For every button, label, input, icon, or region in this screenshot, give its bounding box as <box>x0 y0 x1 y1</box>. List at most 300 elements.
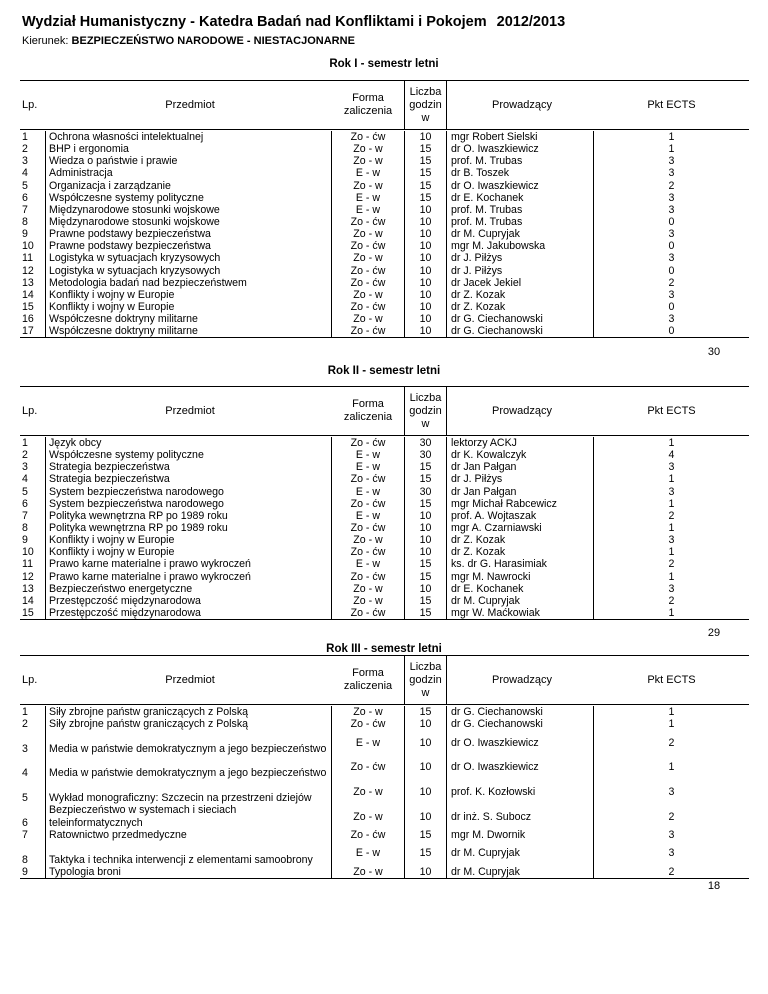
credit-form: E - w <box>331 731 404 756</box>
table-row <box>20 143 749 155</box>
ects-points: 1 <box>668 718 675 731</box>
hours-count: 15 <box>404 192 447 204</box>
header-forma: Forma zaliczenia <box>343 398 393 423</box>
row-number: 13 <box>22 582 34 595</box>
teacher-name: dr K. Kowalczyk <box>447 449 594 461</box>
row-number: 4 <box>22 767 28 780</box>
credit-form: Zo - ćw <box>331 240 404 252</box>
teacher-name: dr J. Piłżys <box>447 473 594 485</box>
credit-form: Zo - w <box>331 180 404 192</box>
hours-count: 15 <box>404 595 447 607</box>
semester-table <box>20 386 749 620</box>
credit-form: E - w <box>331 558 404 570</box>
teacher-name: prof. M. Trubas <box>447 216 594 228</box>
subject-name: Konflikty i wojny w Europie <box>45 289 331 301</box>
hours-count: 10 <box>404 583 447 595</box>
table-row <box>20 780 749 805</box>
row-number: 15 <box>22 606 34 619</box>
row-number: 4 <box>22 167 28 180</box>
subject-name: Współczesne systemy polityczne <box>45 192 331 204</box>
ects-points: 3 <box>668 534 675 547</box>
subject-name: Ratownictwo przedmedyczne <box>45 829 331 841</box>
header-ects: Pkt ECTS <box>647 98 696 111</box>
hours-count: 15 <box>404 829 447 841</box>
row-number: 1 <box>22 131 28 143</box>
hours-count: 10 <box>404 522 447 534</box>
subject-name: System bezpieczeństwa narodowego <box>45 498 331 510</box>
credit-form: E - w <box>331 167 404 179</box>
header-forma: Forma zaliczenia <box>343 92 393 117</box>
header-ects: Pkt ECTS <box>647 673 696 686</box>
subject-name: Organizacja i zarządzanie <box>45 180 331 192</box>
table-row <box>20 277 749 289</box>
header-lp: Lp. <box>22 404 38 417</box>
hours-count: 30 <box>404 486 447 498</box>
subject-name: Prawne podstawy bezpieczeństwa <box>45 240 331 252</box>
page-title <box>22 14 565 30</box>
table-row <box>20 546 749 558</box>
subject-name: Media w państwie demokratycznym a jego bezpieczeństwo <box>45 731 331 756</box>
row-number: 8 <box>22 521 28 534</box>
subject-name: Współczesne doktryny militarne <box>45 325 331 337</box>
teacher-name: dr G. Ciechanowski <box>447 706 594 718</box>
table-row <box>20 240 749 252</box>
table-row <box>20 558 749 570</box>
subject-name: Media w państwie demokratycznym a jego bezpieczeństwo <box>45 755 331 780</box>
row-number: 10 <box>22 546 34 559</box>
credit-form: Zo - ćw <box>331 718 404 730</box>
subject-name: Wykład monograficzny: Szczecin na przestrzeni dziejów <box>45 780 331 805</box>
teacher-name: dr J. Piłżys <box>447 252 594 264</box>
teacher-name: dr M. Cupryjak <box>447 595 594 607</box>
table-row <box>20 252 749 264</box>
ects-points: 3 <box>668 785 675 798</box>
ects-points: 1 <box>668 546 675 559</box>
teacher-name: prof. K. Kozłowski <box>447 780 594 805</box>
subject-name: Przestępczość międzynarodowa <box>45 595 331 607</box>
header-przedmiot: Przedmiot <box>165 673 215 686</box>
hours-count: 10 <box>404 546 447 558</box>
semester-title: Rok I - semestr letni <box>329 58 439 70</box>
subject-name: Siły zbrojne państw graniczących z Polską <box>45 706 331 718</box>
row-number: 3 <box>22 742 28 755</box>
subject-name: Polityka wewnętrzna RP po 1989 roku <box>45 510 331 522</box>
ects-points: 2 <box>668 509 675 522</box>
hours-count: 15 <box>404 155 447 167</box>
subject-name: Typologia broni <box>45 866 331 878</box>
ects-points: 1 <box>668 706 675 718</box>
table-row <box>20 510 749 522</box>
ects-points: 4 <box>668 449 675 462</box>
row-number: 14 <box>22 594 34 607</box>
subject-name: Konflikty i wojny w Europie <box>45 534 331 546</box>
ects-points: 0 <box>668 264 675 277</box>
credit-form: Zo - ćw <box>331 216 404 228</box>
row-number: 13 <box>22 276 34 289</box>
hours-count: 10 <box>404 731 447 756</box>
credit-form: E - w <box>331 841 404 866</box>
hours-count: 10 <box>404 325 447 337</box>
subject-name: Konflikty i wojny w Europie <box>45 546 331 558</box>
header-godziny: Liczba godzin w <box>404 81 447 129</box>
ects-points: 3 <box>668 228 675 241</box>
ects-points: 3 <box>668 582 675 595</box>
teacher-name: dr Z. Kozak <box>447 546 594 558</box>
teacher-name: dr M. Cupryjak <box>447 866 594 878</box>
row-number: 6 <box>22 497 28 510</box>
teacher-name: prof. A. Wojtaszak <box>447 510 594 522</box>
hours-count: 30 <box>404 437 447 449</box>
header-forma: Forma zaliczenia <box>343 667 393 692</box>
credit-form: Zo - w <box>331 313 404 325</box>
ects-points: 1 <box>668 521 675 534</box>
table-row <box>20 180 749 192</box>
teacher-name: mgr M. Nawrocki <box>447 571 594 583</box>
row-number: 2 <box>22 143 28 156</box>
ects-points: 1 <box>668 761 675 774</box>
hours-count: 15 <box>404 706 447 718</box>
ects-points: 3 <box>668 828 675 841</box>
table-row <box>20 829 749 841</box>
subject-name: Logistyka w sytuacjach kryzysowych <box>45 265 331 277</box>
ects-points: 3 <box>668 191 675 204</box>
header-lp: Lp. <box>22 98 38 111</box>
hours-count: 15 <box>404 498 447 510</box>
hours-count: 10 <box>404 301 447 313</box>
row-number: 3 <box>22 461 28 474</box>
table-row <box>20 522 749 534</box>
table-row <box>20 804 749 829</box>
teacher-name: dr G. Ciechanowski <box>447 313 594 325</box>
table-row <box>20 167 749 179</box>
table-row <box>20 289 749 301</box>
ects-points: 2 <box>668 276 675 289</box>
teacher-name: mgr M. Jakubowska <box>447 240 594 252</box>
table-row <box>20 498 749 510</box>
ects-total: 18 <box>707 880 721 892</box>
hours-count: 10 <box>404 277 447 289</box>
credit-form: Zo - ćw <box>331 571 404 583</box>
header-ects: Pkt ECTS <box>647 404 696 417</box>
table-row <box>20 449 749 461</box>
teacher-name: mgr M. Dwornik <box>447 829 594 841</box>
table-body <box>20 705 749 879</box>
subject-name: BHP i ergonomia <box>45 143 331 155</box>
table-header <box>20 655 749 705</box>
ects-points: 0 <box>668 325 675 338</box>
table-row <box>20 595 749 607</box>
row-number: 12 <box>22 570 34 583</box>
credit-form: Zo - w <box>331 289 404 301</box>
row-number: 11 <box>22 558 33 571</box>
table-row <box>20 216 749 228</box>
row-number: 7 <box>22 203 28 216</box>
ects-points: 2 <box>668 810 675 823</box>
ects-points: 1 <box>668 131 675 143</box>
teacher-name: mgr Robert Sielski <box>447 131 594 143</box>
credit-form: E - w <box>331 461 404 473</box>
subject-name: Bezpieczeństwo energetyczne <box>45 583 331 595</box>
subject-name: Prawne podstawy bezpieczeństwa <box>45 228 331 240</box>
teacher-name: dr O. Iwaszkiewicz <box>447 143 594 155</box>
teacher-name: dr Jacek Jekiel <box>447 277 594 289</box>
teacher-name: dr B. Toszek <box>447 167 594 179</box>
subject-name: Bezpieczeństwo w systemach i sieciach teleinformatycznych <box>45 804 331 829</box>
subject-name: Prawo karne materialne i prawo wykroczeń <box>45 558 331 570</box>
teacher-name: dr O. Iwaszkiewicz <box>447 755 594 780</box>
credit-form: Zo - ćw <box>331 277 404 289</box>
credit-form: Zo - w <box>331 595 404 607</box>
header-prowadzacy: Prowadzący <box>492 98 552 111</box>
table-row <box>20 866 749 878</box>
ects-points: 3 <box>668 167 675 180</box>
credit-form: Zo - ćw <box>331 473 404 485</box>
teacher-name: dr Z. Kozak <box>447 534 594 546</box>
ects-points: 3 <box>668 847 675 860</box>
hours-count: 15 <box>404 558 447 570</box>
subject-name: Strategia bezpieczeństwa <box>45 473 331 485</box>
semester-table <box>20 80 749 338</box>
ects-points: 1 <box>668 497 675 510</box>
credit-form: Zo - ćw <box>331 829 404 841</box>
credit-form: Zo - ćw <box>331 498 404 510</box>
ects-points: 1 <box>668 143 675 156</box>
table-row <box>20 755 749 780</box>
table-row <box>20 325 749 337</box>
header-godziny: Liczba godzin w <box>404 656 447 704</box>
kierunek-line <box>22 35 355 47</box>
teacher-name: dr Z. Kozak <box>447 289 594 301</box>
hours-count: 10 <box>404 216 447 228</box>
header-prowadzacy: Prowadzący <box>492 404 552 417</box>
ects-points: 3 <box>668 461 675 474</box>
ects-points: 1 <box>668 437 675 449</box>
row-number: 9 <box>22 228 28 241</box>
ects-points: 3 <box>668 313 675 326</box>
subject-name: Międzynarodowe stosunki wojskowe <box>45 204 331 216</box>
table-row <box>20 607 749 619</box>
ects-points: 3 <box>668 155 675 168</box>
credit-form: E - w <box>331 204 404 216</box>
row-number: 2 <box>22 449 28 462</box>
teacher-name: dr J. Piłżys <box>447 265 594 277</box>
subject-name: Wiedza o państwie i prawie <box>45 155 331 167</box>
hours-count: 15 <box>404 841 447 866</box>
row-number: 8 <box>22 853 28 866</box>
semester-table <box>20 655 749 879</box>
table-row <box>20 534 749 546</box>
credit-form: Zo - ćw <box>331 755 404 780</box>
teacher-name: dr M. Cupryjak <box>447 228 594 240</box>
table-row <box>20 265 749 277</box>
row-number: 12 <box>22 264 34 277</box>
table-row <box>20 571 749 583</box>
hours-count: 10 <box>404 534 447 546</box>
teacher-name: dr G. Ciechanowski <box>447 718 594 730</box>
ects-points: 1 <box>668 570 675 583</box>
teacher-name: prof. M. Trubas <box>447 155 594 167</box>
row-number: 1 <box>22 706 28 718</box>
row-number: 15 <box>22 300 34 313</box>
hours-count: 10 <box>404 131 447 143</box>
ects-points: 2 <box>668 558 675 571</box>
credit-form: E - w <box>331 486 404 498</box>
ects-points: 3 <box>668 485 675 498</box>
hours-count: 15 <box>404 143 447 155</box>
table-row <box>20 583 749 595</box>
subject-name: Konflikty i wojny w Europie <box>45 301 331 313</box>
credit-form: Zo - w <box>331 583 404 595</box>
row-number: 10 <box>22 240 34 253</box>
credit-form: Zo - ćw <box>331 265 404 277</box>
hours-count: 10 <box>404 755 447 780</box>
teacher-name: dr E. Kochanek <box>447 192 594 204</box>
table-row <box>20 718 749 730</box>
academic-year: 2012/2013 <box>496 14 566 30</box>
hours-count: 15 <box>404 473 447 485</box>
credit-form: Zo - ćw <box>331 325 404 337</box>
table-header <box>20 80 749 130</box>
hours-count: 15 <box>404 180 447 192</box>
table-row <box>20 437 749 449</box>
faculty-title: Wydział Humanistyczny - Katedra Badań nad Konfliktami i Pokojem <box>22 14 487 30</box>
teacher-name: dr Jan Pałgan <box>447 486 594 498</box>
subject-name: Przestępczość międzynarodowa <box>45 607 331 619</box>
row-number: 5 <box>22 792 28 805</box>
credit-form: Zo - w <box>331 866 404 878</box>
row-number: 9 <box>22 865 28 878</box>
row-number: 9 <box>22 534 28 547</box>
header-przedmiot: Przedmiot <box>165 404 215 417</box>
table-row <box>20 731 749 756</box>
header-przedmiot: Przedmiot <box>165 98 215 111</box>
hours-count: 10 <box>404 252 447 264</box>
credit-form: Zo - w <box>331 534 404 546</box>
row-number: 1 <box>22 437 28 449</box>
subject-name: Współczesne systemy polityczne <box>45 449 331 461</box>
hours-count: 15 <box>404 167 447 179</box>
row-number: 7 <box>22 828 28 841</box>
row-number: 14 <box>22 288 34 301</box>
ects-total: 30 <box>707 346 721 358</box>
hours-count: 10 <box>404 804 447 829</box>
subject-name: System bezpieczeństwa narodowego <box>45 486 331 498</box>
table-row <box>20 155 749 167</box>
subject-name: Współczesne doktryny militarne <box>45 313 331 325</box>
kierunek-label: Kierunek: <box>22 35 69 47</box>
subject-name: Taktyka i technika interwencji z elementami samoobrony <box>45 841 331 866</box>
hours-count: 10 <box>404 240 447 252</box>
subject-name: Strategia bezpieczeństwa <box>45 461 331 473</box>
table-row <box>20 192 749 204</box>
credit-form: Zo - w <box>331 155 404 167</box>
subject-name: Język obcy <box>45 437 331 449</box>
ects-points: 3 <box>668 203 675 216</box>
ects-points: 2 <box>668 865 675 878</box>
table-row <box>20 473 749 485</box>
kierunek-value: BEZPIECZEŃSTWO NARODOWE - NIESTACJONARNE <box>71 35 355 47</box>
hours-count: 10 <box>404 780 447 805</box>
hours-count: 10 <box>404 289 447 301</box>
row-number: 3 <box>22 155 28 168</box>
row-number: 7 <box>22 509 28 522</box>
row-number: 2 <box>22 718 28 731</box>
subject-name: Siły zbrojne państw graniczących z Polską <box>45 718 331 730</box>
teacher-name: lektorzy ACKJ <box>447 437 594 449</box>
table-row <box>20 228 749 240</box>
hours-count: 10 <box>404 313 447 325</box>
subject-name: Metodologia badań nad bezpieczeństwem <box>45 277 331 289</box>
header-godziny: Liczba godzin w <box>404 387 447 435</box>
ects-points: 2 <box>668 736 675 749</box>
row-number: 17 <box>22 325 34 338</box>
credit-form: Zo - ćw <box>331 131 404 143</box>
hours-count: 10 <box>404 510 447 522</box>
row-number: 5 <box>22 485 28 498</box>
ects-points: 3 <box>668 252 675 265</box>
hours-count: 30 <box>404 449 447 461</box>
header-lp: Lp. <box>22 673 38 686</box>
table-row <box>20 204 749 216</box>
credit-form: Zo - ćw <box>331 607 404 619</box>
row-number: 5 <box>22 179 28 192</box>
hours-count: 10 <box>404 228 447 240</box>
subject-name: Międzynarodowe stosunki wojskowe <box>45 216 331 228</box>
teacher-name: dr O. Iwaszkiewicz <box>447 731 594 756</box>
row-number: 6 <box>22 816 28 829</box>
hours-count: 10 <box>404 718 447 730</box>
header-prowadzacy: Prowadzący <box>492 673 552 686</box>
subject-name: Logistyka w sytuacjach kryzysowych <box>45 252 331 264</box>
row-number: 11 <box>22 252 33 265</box>
credit-form: E - w <box>331 192 404 204</box>
subject-name: Ochrona własności intelektualnej <box>45 131 331 143</box>
credit-form: Zo - w <box>331 706 404 718</box>
credit-form: Zo - w <box>331 252 404 264</box>
table-row <box>20 486 749 498</box>
table-body <box>20 130 749 338</box>
subject-name: Administracja <box>45 167 331 179</box>
table-row <box>20 461 749 473</box>
subject-name: Polityka wewnętrzna RP po 1989 roku <box>45 522 331 534</box>
ects-points: 0 <box>668 300 675 313</box>
teacher-name: prof. M. Trubas <box>447 204 594 216</box>
hours-count: 10 <box>404 866 447 878</box>
semester-title: Rok III - semestr letni <box>326 643 442 655</box>
semester-title: Rok II - semestr letni <box>327 365 441 377</box>
credit-form: E - w <box>331 510 404 522</box>
ects-points: 3 <box>668 288 675 301</box>
teacher-name: dr Z. Kozak <box>447 301 594 313</box>
credit-form: Zo - w <box>331 143 404 155</box>
table-row <box>20 841 749 866</box>
hours-count: 10 <box>404 204 447 216</box>
teacher-name: mgr Michał Rabcewicz <box>447 498 594 510</box>
hours-count: 15 <box>404 461 447 473</box>
table-row <box>20 706 749 718</box>
ects-points: 1 <box>668 606 675 619</box>
table-row <box>20 301 749 313</box>
credit-form: Zo - ćw <box>331 546 404 558</box>
teacher-name: dr inż. S. Subocz <box>447 804 594 829</box>
ects-points: 0 <box>668 215 675 228</box>
teacher-name: mgr A. Czarniawski <box>447 522 594 534</box>
row-number: 8 <box>22 215 28 228</box>
table-row <box>20 131 749 143</box>
ects-total: 29 <box>707 627 721 639</box>
credit-form: Zo - ćw <box>331 522 404 534</box>
ects-points: 1 <box>668 473 675 486</box>
